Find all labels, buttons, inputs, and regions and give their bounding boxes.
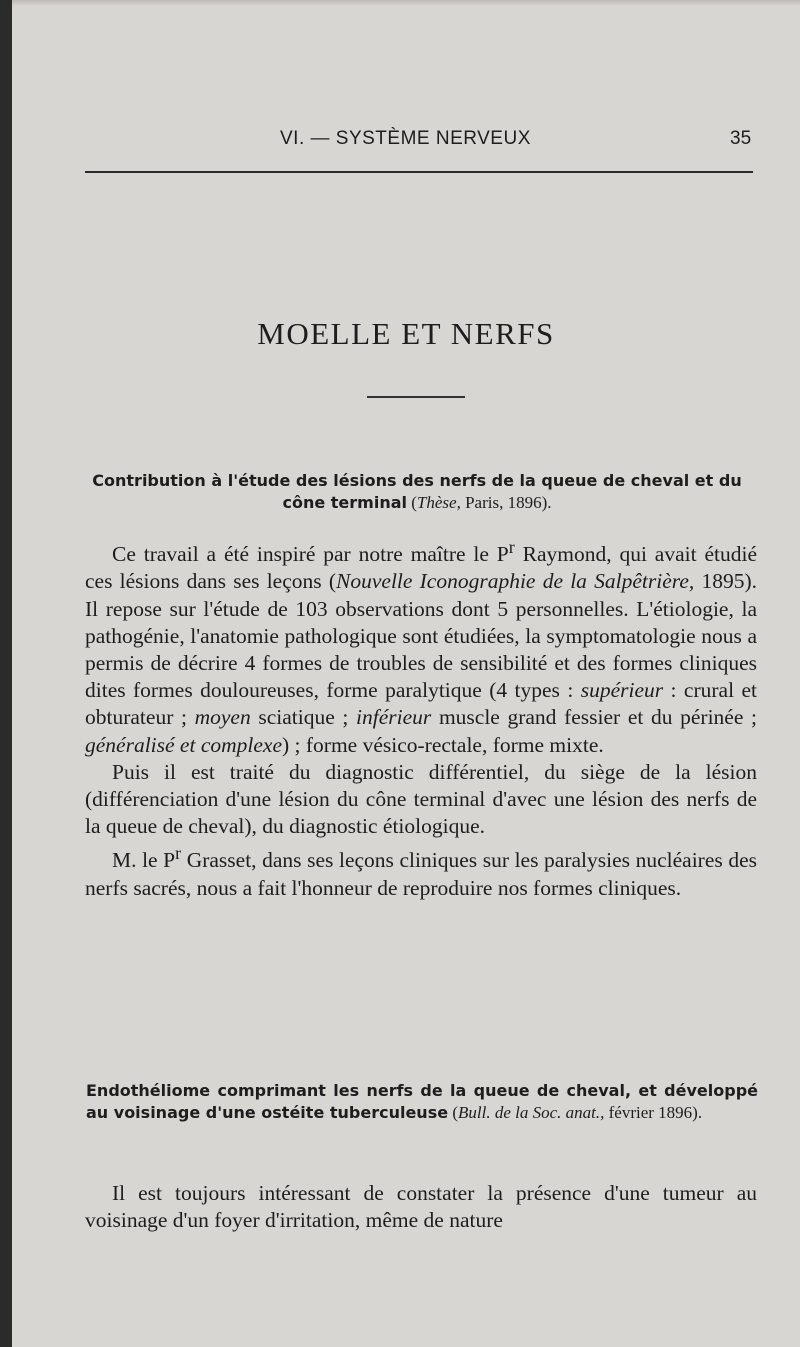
entry-source-1: (Thèse, Paris, 1896). <box>407 493 552 512</box>
page-number: 35 <box>730 128 752 149</box>
running-head <box>12 124 800 154</box>
entry-title-2 <box>86 1080 758 1124</box>
entry-body-1 <box>85 534 757 902</box>
section-title: MOELLE ET NERFS <box>257 316 555 351</box>
paragraph: Puis il est traité du diagnostic différentiel, du siège de la lésion (différenciation d'une lésion du cône terminal d'avec une lésion des nerfs de la queue de cheval), du diagnostic étiologique. <box>85 759 757 839</box>
entry-title-1 <box>72 470 762 514</box>
paragraph: M. le $P^r$ Grasset, dans ses leçons cliniques sur les paralysies nucléaires des nerfs sacrés, nous a fait l'honneur de reproduire nos formes cliniques. <box>85 843 757 900</box>
entry-source-2: (Bull. de la Soc. anat., février 1896). <box>448 1103 703 1122</box>
section-divider <box>367 396 465 398</box>
entry-title-1-text: Contribution à l'étude des lésions des nerfs de la queue de cheval et du cône terminal <box>92 471 742 512</box>
header-rule <box>85 171 753 173</box>
book-page <box>12 0 800 1347</box>
entry-title-2-text: Endothéliome comprimant les nerfs de la queue de cheval, et développé au voisinage d'une ostéite tuberculeuse <box>86 1081 758 1122</box>
paragraph: Il est toujours intéressant de constater la présence d'une tumeur au voisinage d'un foyer d'irritation, même de nature <box>85 1181 757 1233</box>
running-title: VI. — SYSTÈME NERVEUX <box>280 128 531 149</box>
entry-body-2 <box>85 1180 757 1234</box>
paragraph: Ce travail a été inspiré par notre maître le $P^r$ Raymond, qui avait étudié ces lésions dans ses leçons (Nouvelle Iconographie de la Salpêtrière, 1895). Il repose sur l'étude de 103 observations dont 5 personnelles. L'étiologie, la pathogénie, l'anatomie pathologique sont étudiées, la symptomatologie nous a permis de décrire 4 formes de troubles de sensibilité et des formes cliniques dites formes douloureuses, forme paralytique (4 types : supérieur : crural et obturateur ; moyen sciatique ; inférieur muscle grand fessier et du périnée ; généralisé et complexe) ; forme vésico-rectale, forme mixte. <box>85 537 757 757</box>
